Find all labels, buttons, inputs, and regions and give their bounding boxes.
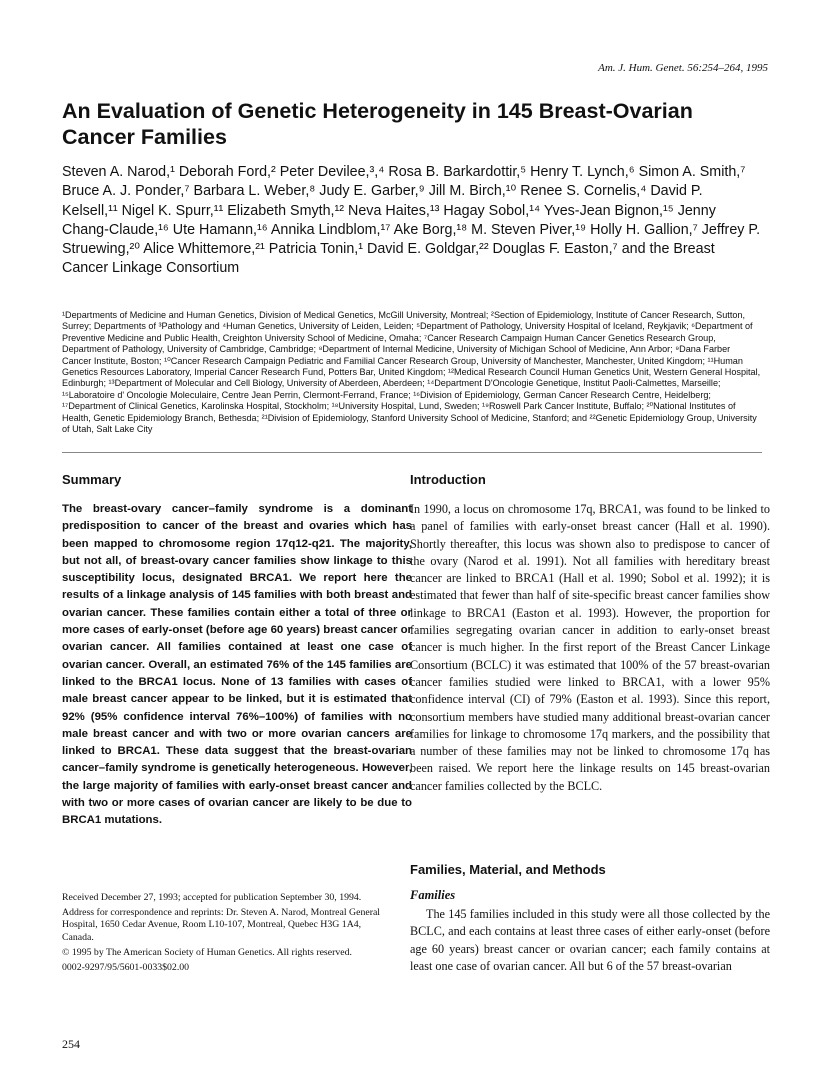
copyright-notice: © 1995 by The American Society of Human Genetics. All rights reserved.	[62, 946, 352, 958]
correspondence-address: Address for correspondence and reprints: Dr. Steven A. Narod, Montreal General Hospital, 1650 Cedar Avenue, Room L10-107, Montreal, Quebec H3G 1A4, Canada.	[62, 907, 381, 943]
introduction-text: In 1990, a locus on chromosome 17q, BRCA1, was found to be linked to a panel of families with early-onset breast cancer (Hall et al. 1990). Shortly thereafter, this locus was shown also to predispose to cancer of the ovary (Narod et al. 1991). Not all families with hereditary breast cancer are linked to BRCA1 (Hall et al. 1990; Sobol et al. 1992); it is estimated that fewer than half of site-specific breast cancer families show linkage to BRCA1 (Easton et al. 1993). However, the proportion for families segregating ovarian cancer in addition to early-onset breast cancer is much higher. In the first report of the Breast Cancer Linkage Consortium (BCLC) it was estimated that 100% of the 57 breast-ovarian cancer families studied were linked to BRCA1, with a lower 95% confidence interval (CI) of 79% (Easton et al. 1993). Since this report, consortium members have studied many additional breast-ovarian cancer families for linkage to chromosome 17q markers, and the possibility that a number of these families may not be linked to chromosome 17q has been raised. We report here the linkage results on 145 breast-ovarian cancer families collected by the BCLC.	[410, 502, 770, 793]
methods-heading: Families, Material, and Methods	[410, 862, 606, 877]
author-list: Steven A. Narod,¹ Deborah Ford,² Peter Devilee,³,⁴ Rosa B. Barkardottir,⁵ Henry T. Lynch,⁶ Simon A. Smith,⁷ Bruce A. J. Ponder,⁷ Barbara L. Weber,⁸ Judy E. Garber,⁹ Jill M. Birch,¹⁰ Renee S. Cornelis,⁴ David P. Kelsell,¹¹ Nigel K. Spurr,¹¹ Elizabeth Smyth,¹² Neva Haites,¹³ Hagay Sobol,¹⁴ Yves-Jean Bignon,¹⁵ Jenny Chang-Claude,¹⁶ Ute Hamann,¹⁶ Annika Lindblom,¹⁷ Ake Borg,¹⁸ M. Steven Piver,¹⁹ Holly H. Gallion,⁷ Jeffrey P. Struewing,²⁰ Alice Whittemore,²¹ Patricia Tonin,¹ David E. Goldgar,²² Douglas F. Easton,⁷ and the Breast Cancer Linkage Consortium	[62, 164, 761, 277]
summary-text: The breast-ovary cancer–family syndrome is a dominant predisposition to cancer of the breast and ovaries which has been mapped to chromosome region 17q12-q21. The majority, but not all, of breast-ovary cancer families show linkage to this susceptibility locus, designated BRCA1. We report here the results of a linkage analysis of 145 families with both breast and ovarian cancer. These families contain either a total of three or more cases of early-onset (before age 60 years) breast cancer or ovarian cancer. All families contained at least one case of ovarian cancer. Overall, an estimated 76% of the 145 families are linked to the BRCA1 locus. None of 13 families with cases of male breast cancer appear to be linked, but it is estimated that 92% (95% confidence interval 76%–100%) of families with no male breast cancer and with two or more ovarian cancers are linked to BRCA1. These data suggest that the breast-ovarian cancer–family syndrome is genetically heterogeneous. However, the large majority of families with early-onset breast cancer and with two or more cases of ovarian cancer are likely to be due to BRCA1 mutations.	[62, 503, 412, 827]
article-title: An Evaluation of Genetic Heterogeneity in 145 Breast-Ovarian Cancer Families	[62, 99, 693, 149]
footnotes	[62, 892, 394, 977]
received-date: Received December 27, 1993; accepted for publication September 30, 1994.	[62, 892, 362, 903]
issn-code: 0002-9297/95/5601-0033$02.00	[62, 962, 190, 974]
introduction-section	[410, 472, 770, 795]
summary-heading: Summary	[62, 472, 122, 487]
families-text: The 145 families included in this study were all those collected by the BCLC, and each contains at least three cases of either early-onset (before age 60 years) breast cancer or ovarian cancer; each family contains at least one case of ovarian cancer. All but 6 of the 57 breast-ovarian	[410, 907, 770, 973]
journal-reference: Am. J. Hum. Genet. 56:254–264, 1995	[598, 62, 768, 74]
introduction-heading: Introduction	[410, 472, 486, 487]
summary-section	[62, 472, 412, 830]
page-number: 254	[62, 1037, 80, 1051]
affiliations: ¹Departments of Medicine and Human Genetics, Division of Medical Genetics, McGill University, Montreal; ²Section of Epidemiology, Institute of Cancer Research, Sutton, Surrey; Departments of ³Pathology and ⁴Human Genetics, University of Leiden, Leiden; ⁵Department of Pathology, University Hospital of Iceland, Reykjavik; ⁶Department of Preventive Medicine and Public Health, Creighton University School of Medicine, Omaha; ⁷Cancer Research Campaign Human Cancer Genetics Research Group, Department of Pathology, University of Cambridge, Cambridge; ⁸Department of Internal Medicine, University of Michigan School of Medicine, Ann Arbor; ⁹Dana Farber Cancer Institute, Boston; ¹⁰Cancer Research Campaign Pediatric and Familial Cancer Research Group, University of Manchester, Manchester, United Kingdom; ¹¹Human Genetics Resources Laboratory, Imperial Cancer Research Fund, Potters Bar, United Kingdom; ¹²Medical Research Council Human Genetics Unit, Western General Hospital, Edinburgh; ¹³Department of Molecular and Cell Biology, University of Aberdeen, Aberdeen; ¹⁴Department D'Oncologie Genetique, Institut Paoli-Calmettes, Marseille; ¹⁵Laboratoire d' Oncologie Moleculaire, Centre Jean Perrin, Clermont-Ferrand, France; ¹⁶Division of Epidemiology, German Cancer Research Centre, Heidelberg; ¹⁷Department of Clinical Genetics, Karolinska Hospital, Stockholm; ¹⁸University Hospital, Lund, Sweden; ¹⁹Roswell Park Cancer Institute, Buffalo; ²⁰National Institutes of Health, Genetic Epidemiology Branch, Bethesda; ²¹Division of Epidemiology, Stanford University School of Medicine, Stanford; and ²²Genetic Epidemiology Group, University of Utah, Salt Lake City	[62, 310, 761, 435]
families-subheading: Families	[410, 888, 456, 902]
header-divider	[62, 452, 762, 453]
